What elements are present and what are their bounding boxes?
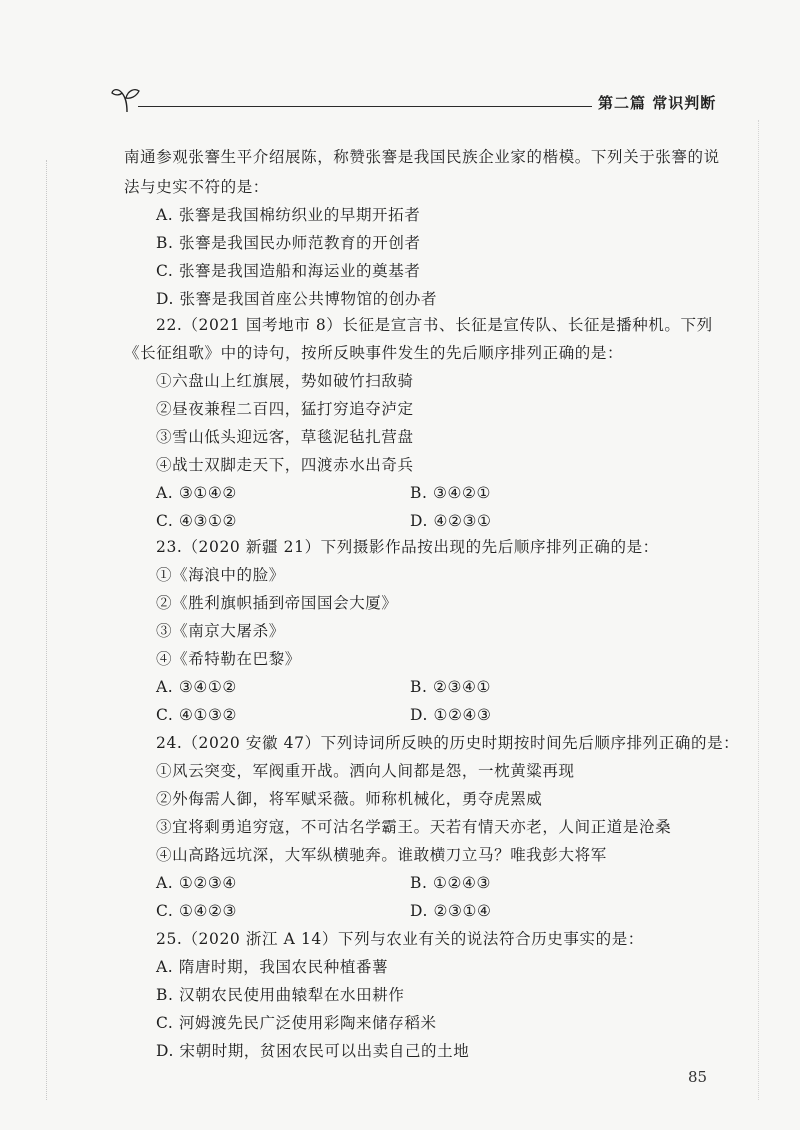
q24-option-c: C. ①④②③ bbox=[156, 902, 237, 920]
q23-item-3: ③《南京大屠杀》 bbox=[156, 622, 285, 640]
q25-option-c: C. 河姆渡先民广泛使用彩陶来储存稻米 bbox=[156, 1014, 437, 1032]
q22-option-c: C. ④③①② bbox=[156, 512, 237, 530]
q23-option-c: C. ④①③② bbox=[156, 706, 237, 724]
page-header bbox=[110, 84, 717, 120]
q21-option-c: C. 张謇是我国造船和海运业的奠基者 bbox=[156, 262, 421, 280]
q21-option-a: A. 张謇是我国棉纺织业的早期开拓者 bbox=[156, 206, 421, 224]
q23-item-1: ①《海浪中的脸》 bbox=[156, 566, 285, 584]
q24-item-3: ③宜将剩勇追穷寇，不可沽名学霸王。天若有情天亦老，人间正道是沧桑 bbox=[156, 818, 672, 836]
header-rule bbox=[138, 106, 608, 107]
q24-option-d: D. ②③①④ bbox=[410, 902, 492, 920]
q24-option-b: B. ①②④③ bbox=[410, 874, 492, 892]
q22-item-3: ③雪山低头迎远客，草毯泥毡扎营盘 bbox=[156, 428, 414, 446]
page-number: 85 bbox=[688, 1068, 708, 1086]
q24-item-2: ②外侮需人御，将军赋采薇。师称机械化，勇夺虎罴威 bbox=[156, 790, 543, 808]
q23-option-d: D. ①②④③ bbox=[410, 706, 492, 724]
q22-stem-line-1: 22.（2021 国考地市 8）长征是宣言书、长征是宣传队、长征是播种机。下列 bbox=[156, 316, 713, 334]
q22-option-d: D. ④②③① bbox=[410, 512, 492, 530]
scan-edge-right bbox=[758, 120, 759, 1100]
q23-item-2: ②《胜利旗帜插到帝国国会大厦》 bbox=[156, 594, 398, 612]
sprout-icon bbox=[110, 84, 144, 114]
q22-item-4: ④战士双脚走天下，四渡赤水出奇兵 bbox=[156, 456, 414, 474]
scan-edge-left bbox=[46, 160, 47, 1100]
q24-item-4: ④山高路远坑深，大军纵横驰奔。谁敢横刀立马？唯我彭大将军 bbox=[156, 846, 607, 864]
q25-option-b: B. 汉朝农民使用曲辕犁在水田耕作 bbox=[156, 986, 405, 1004]
q21-option-d: D. 张謇是我国首座公共博物馆的创办者 bbox=[156, 290, 438, 308]
q24-item-1: ①风云突变，军阀重开战。洒向人间都是怨，一枕黄粱再现 bbox=[156, 762, 575, 780]
q22-item-1: ①六盘山上红旗展，势如破竹扫敌骑 bbox=[156, 372, 414, 390]
q24-option-a: A. ①②③④ bbox=[156, 874, 237, 892]
q23-stem: 23.（2020 新疆 21）下列摄影作品按出现的先后顺序排列正确的是： bbox=[156, 538, 659, 556]
q25-option-a: A. 隋唐时期，我国农民种植番薯 bbox=[156, 958, 389, 976]
q25-stem: 25.（2020 浙江 A 14）下列与农业有关的说法符合历史事实的是： bbox=[156, 930, 644, 948]
q22-option-b: B. ③④②① bbox=[410, 484, 492, 502]
q22-item-2: ②昼夜兼程二百四，猛打穷追夺泸定 bbox=[156, 400, 414, 418]
q23-option-b: B. ②③④① bbox=[410, 678, 492, 696]
q24-stem: 24.（2020 安徽 47）下列诗词所反映的历史时期按时间先后顺序排列正确的是： bbox=[156, 734, 740, 752]
q21-stem-line-1: 南通参观张謇生平介绍展陈，称赞张謇是我国民族企业家的楷模。下列关于张謇的说 bbox=[124, 148, 720, 166]
q23-item-4: ④《希特勒在巴黎》 bbox=[156, 650, 301, 668]
section-label: 第二篇 常识判断 bbox=[592, 92, 716, 113]
q21-option-b: B. 张謇是我国民办师范教育的开创者 bbox=[156, 234, 421, 252]
q21-stem-line-2: 法与史实不符的是： bbox=[124, 178, 269, 196]
q22-stem-line-2: 《长征组歌》中的诗句，按所反映事件发生的先后顺序排列正确的是： bbox=[124, 344, 624, 362]
q23-option-a: A. ③④①② bbox=[156, 678, 237, 696]
q22-option-a: A. ③①④② bbox=[156, 484, 237, 502]
q25-option-d: D. 宋朝时期，贫困农民可以出卖自己的土地 bbox=[156, 1042, 470, 1060]
